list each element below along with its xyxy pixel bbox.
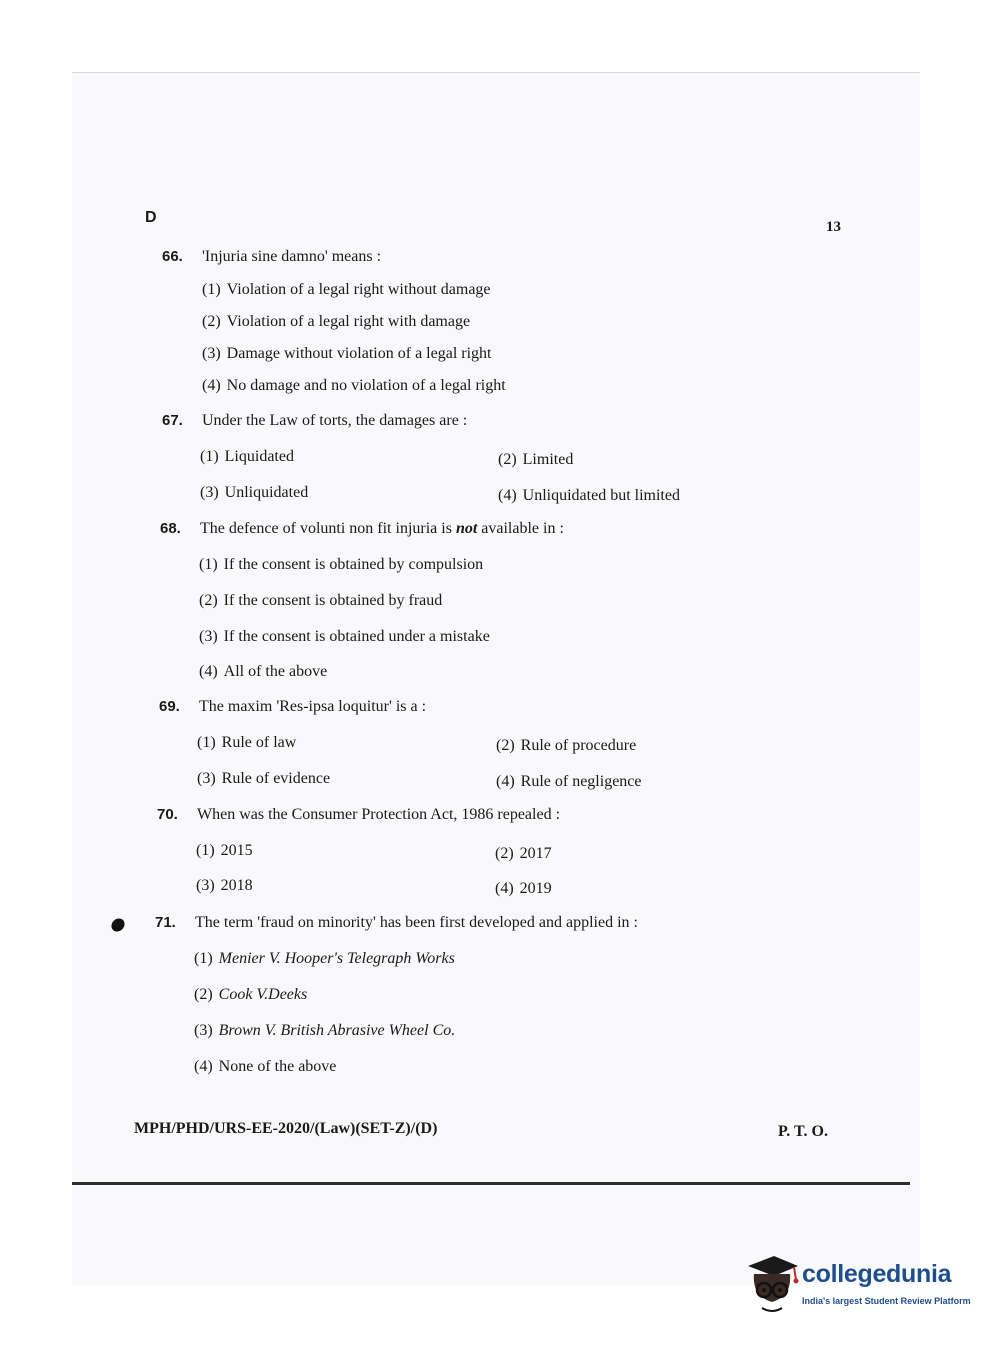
option-71-3: (3) Brown V. British Abrasive Wheel Co. [194, 1022, 456, 1039]
option-70-2: (2) 2017 [495, 845, 552, 862]
question-number: 68. [160, 520, 181, 537]
question-stem: The term 'fraud on minority' has been first developed and applied in : [195, 914, 638, 931]
option-66-1: (1) Violation of a legal right without damage [202, 281, 491, 298]
question-number: 70. [157, 806, 178, 823]
emphasis-not: not [455, 520, 478, 537]
option-68-4: (4) All of the above [199, 663, 328, 680]
option-67-2: (2) Limited [498, 451, 574, 468]
page-number: 13 [826, 219, 841, 235]
option-68-2: (2) If the consent is obtained by fraud [199, 592, 443, 609]
option-71-2: (2) Cook V.Deeks [194, 986, 308, 1003]
brand-tagline: India's largest Student Review Platform [802, 1296, 971, 1306]
page-bottom-rule [72, 1182, 910, 1185]
set-letter: D [145, 209, 157, 226]
please-turn-over: P. T. O. [778, 1123, 828, 1140]
question-stem: Under the Law of torts, the damages are : [202, 412, 468, 429]
option-66-2: (2) Violation of a legal right with damage [202, 313, 471, 330]
option-69-3: (3) Rule of evidence [197, 770, 331, 787]
option-67-1: (1) Liquidated [200, 448, 294, 465]
collegedunia-logo [744, 1252, 970, 1318]
question-stem: The maxim 'Res-ipsa loquitur' is a : [199, 698, 427, 715]
option-67-3: (3) Unliquidated [200, 484, 309, 501]
option-66-3: (3) Damage without violation of a legal right [202, 345, 492, 362]
mascot-icon [744, 1252, 800, 1318]
question-number: 67. [162, 412, 183, 429]
option-69-2: (2) Rule of procedure [496, 737, 637, 754]
option-68-3: (3) If the consent is obtained under a mistake [199, 628, 490, 645]
option-67-4: (4) Unliquidated but limited [498, 487, 680, 504]
question-stem: 'Injuria sine damno' means : [202, 248, 382, 265]
brand-name: collegedunia [802, 1260, 952, 1288]
option-69-1: (1) Rule of law [197, 734, 297, 751]
option-70-3: (3) 2018 [196, 877, 253, 894]
question-stem: When was the Consumer Protection Act, 1986 repealed : [197, 806, 561, 823]
option-66-4: (4) No damage and no violation of a legal right [202, 377, 506, 394]
paper-code: MPH/PHD/URS-EE-2020/(Law)(SET-Z)/(D) [134, 1120, 438, 1137]
option-71-1: (1) Menier V. Hooper's Telegraph Works [194, 950, 455, 967]
question-number: 69. [159, 698, 180, 715]
question-stem: The defence of volunti non fit injuria is not available in : [200, 520, 564, 537]
question-number: 71. [155, 914, 176, 931]
question-number: 66. [162, 248, 183, 265]
option-70-1: (1) 2015 [196, 842, 253, 859]
option-69-4: (4) Rule of negligence [496, 773, 642, 790]
option-68-1: (1) If the consent is obtained by compulsion [199, 556, 484, 573]
option-71-4: (4) None of the above [194, 1058, 337, 1075]
option-70-4: (4) 2019 [495, 880, 552, 897]
